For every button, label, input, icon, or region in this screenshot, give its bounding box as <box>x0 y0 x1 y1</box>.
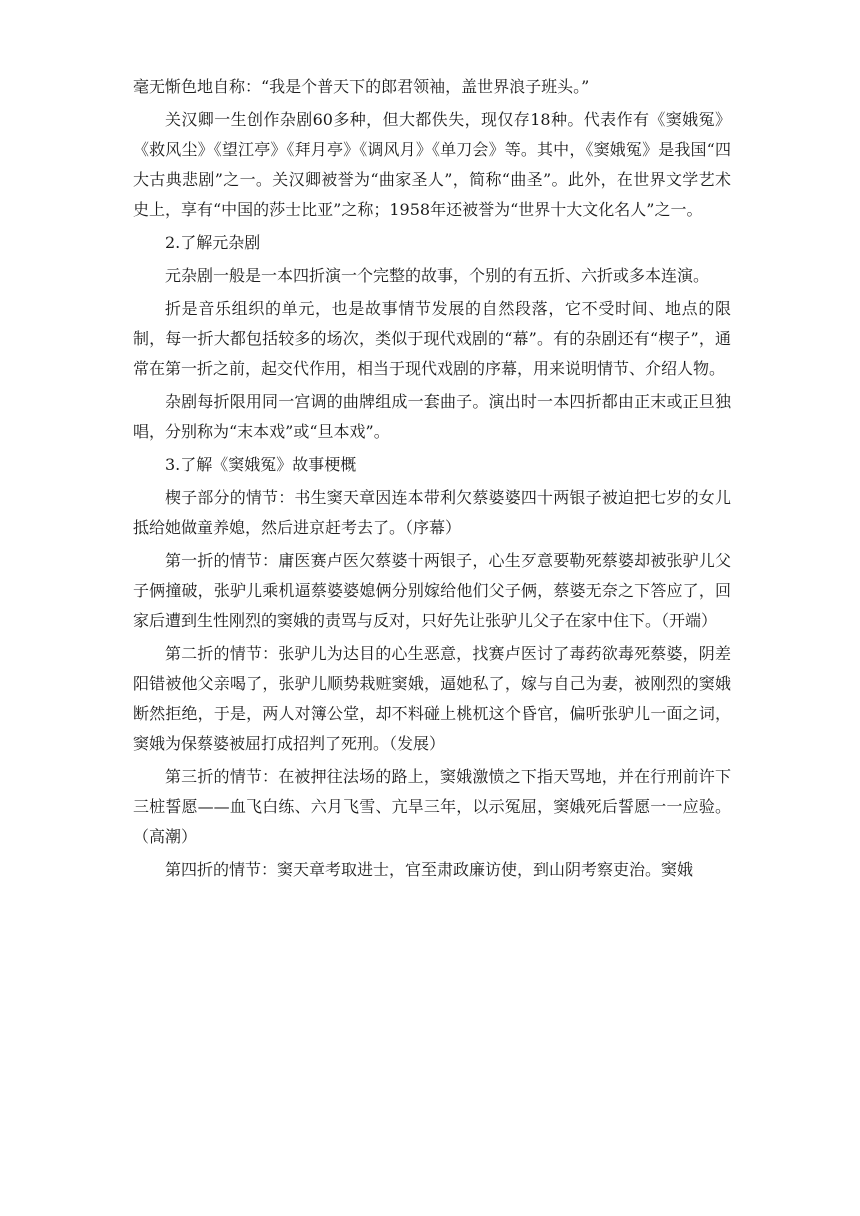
paragraph-act-one-plot: 第一折的情节：庸医赛卢医欠蔡婆十两银子，心生歹意要勒死蔡婆却被张驴儿父子俩撞破，张驴儿乘机逼蔡婆婆媳俩分别嫁给他们父子俩，蔡婆无奈之下答应了，回家后遭到生性刚烈的窦娥的责骂与反对，只好先让张驴儿父子在家中住下。（开端） <box>133 551 731 630</box>
paragraph-act-four-plot: 第四折的情节：窦天章考取进士，官至肃政廉访使，到山阴考察吏治。窦娥 <box>165 860 694 879</box>
document-page <box>133 72 731 888</box>
paragraph-zhe-definition: 折是音乐组织的单元，也是故事情节发展的自然段落，它不受时间、地点的限制，每一折大都包括较多的场次，类似于现代戏剧的“幕”。有的杂剧还有“楔子”，通常在第一折之前，起交代作用，相当于现代戏剧的序幕，用来说明情节、介绍人物。 <box>133 299 731 378</box>
paragraph-xiezi-plot: 楔子部分的情节：书生窦天章因连本带利欠蔡婆婆四十两银子被迫把七岁的女儿抵给她做童养媳，然后进京赶考去了。（序幕） <box>133 488 731 537</box>
paragraph-act-two-plot: 第二折的情节：张驴儿为达目的心生恶意，找赛卢医讨了毒药欲毒死蔡婆，阴差阳错被他父亲喝了，张驴儿顺势栽赃窦娥，逼她私了，嫁与自己为妻，被刚烈的窦娥断然拒绝，于是，两人对簿公堂，却不料碰上桃杌这个昏官，偏听张驴儿一面之词，窦娥为保蔡婆被屈打成招判了死刑。（发展） <box>133 644 731 753</box>
paragraph-continuation: 毫无惭色地自称：“我是个普天下的郎君领袖，盖世界浪子班头。” <box>133 77 590 96</box>
section-heading-yuan-zaju: 2.了解元杂剧 <box>165 233 261 252</box>
paragraph-zaju-structure: 元杂剧一般是一本四折演一个完整的故事，个别的有五折、六折或多本连演。 <box>165 266 710 285</box>
section-heading-story-summary: 3.了解《窦娥冤》故事梗概 <box>165 455 357 474</box>
paragraph-act-three-plot: 第三折的情节：在被押往法场的路上，窦娥激愤之下指天骂地，并在行刑前许下三桩誓愿——血飞白练、六月飞雪、亢旱三年，以示冤屈，窦娥死后誓愿一一应验。（高潮） <box>133 767 731 846</box>
paragraph-guan-hanqing-works: 关汉卿一生创作杂剧60多种，但大都佚失，现仅存18种。代表作有《窦娥冤》《救风尘》《望江亭》《拜月亭》《调风月》《单刀会》等。其中，《窦娥冤》是我国“四大古典悲剧”之一。关汉卿被誉为“曲家圣人”，简称“曲圣”。此外，在世界文学艺术史上，享有“中国的莎士比亚”之称；1958年还被誉为“世界十大文化名人”之一。 <box>133 110 731 219</box>
paragraph-zaju-singing: 杂剧每折限用同一宫调的曲牌组成一套曲子。演出时一本四折都由正末或正旦独唱，分别称为“末本戏”或“旦本戏”。 <box>133 392 731 441</box>
